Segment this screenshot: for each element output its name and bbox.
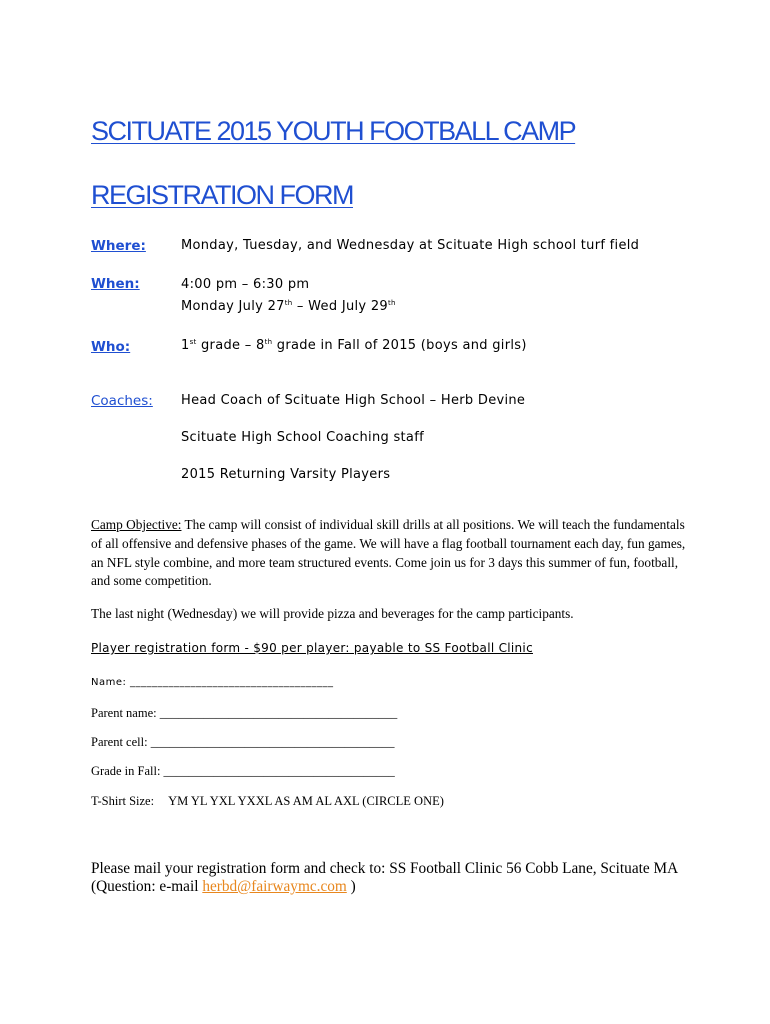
coach-line: Scituate High School Coaching staff (181, 430, 424, 445)
last-night-note: The last night (Wednesday) we will provide pizza and beverages for the camp participants. (91, 606, 574, 621)
coach-line: 2015 Returning Varsity Players (181, 467, 391, 482)
question-line: (Question: e-mail herbd@fairwaymc.com ) (91, 878, 356, 895)
who-label: Who: (91, 339, 131, 355)
coaches-label: Coaches: (91, 393, 153, 409)
when-time: 4:00 pm – 6:30 pm (181, 277, 310, 292)
mailing-address: Please mail your registration form and check to: SS Football Clinic 56 Cobb Lane, Scituate MA (91, 860, 679, 877)
where-label: Where: (91, 238, 146, 254)
parent-name-field[interactable]: Parent name: ______________________________________ (91, 706, 398, 720)
tshirt-size-options[interactable]: YM YL YXL YXXL AS AM AL AXL (CIRCLE ONE) (168, 794, 444, 808)
coach-line: Head Coach of Scituate High School – Herb Devine (181, 393, 526, 408)
tshirt-size-row (91, 794, 444, 809)
camp-objective (91, 516, 686, 591)
email-link[interactable]: herbd@fairwaymc.com (202, 878, 347, 895)
who-value: 1st grade – 8th grade in Fall of 2015 (boys and girls) (181, 338, 527, 353)
where-value: Monday, Tuesday, and Wednesday at Scituate High school turf field (181, 238, 640, 253)
mailing-instructions (91, 860, 711, 896)
page-title: SCITUATE 2015 YOUTH FOOTBALL CAMP (91, 116, 576, 146)
camp-objective-label: Camp Objective: (91, 517, 182, 532)
grade-field[interactable]: Grade in Fall: _____________________________________ (91, 764, 395, 778)
tshirt-size-label: T-Shirt Size: (91, 794, 155, 808)
parent-cell-field[interactable]: Parent cell: _______________________________________ (91, 735, 395, 749)
when-label: When: (91, 276, 140, 292)
camp-objective-text: The camp will consist of individual skill drills at all positions. We will teach the fundamentals of all offensive and defensive phases of the game. We will have a flag football tournament each day, fun games, an NFL style combine, and more team structured events. Come join us for 3 days this summer of fun, football, and some competition. (91, 517, 686, 589)
page-subtitle: REGISTRATION FORM (91, 180, 353, 210)
name-field[interactable]: Name: _____________________________________ (91, 677, 334, 688)
when-dates: Monday July 27th – Wed July 29th (181, 299, 396, 314)
registration-heading: Player registration form - $90 per player: payable to SS Football Clinic (91, 641, 533, 655)
